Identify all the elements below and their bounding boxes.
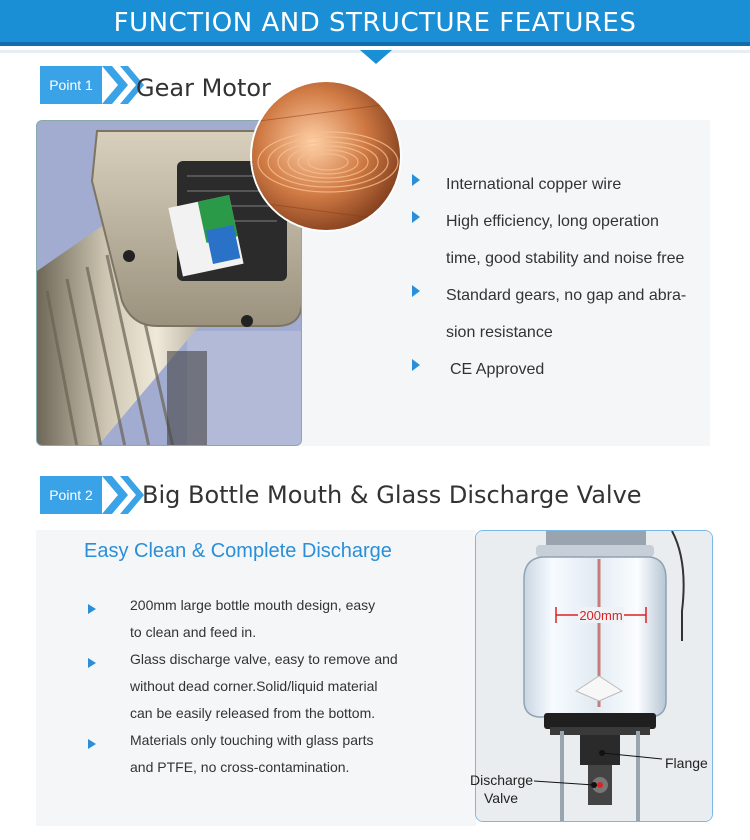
bullet-arrow-icon — [412, 359, 420, 371]
bullet-arrow-icon — [88, 658, 96, 668]
list-item-continuation: sion resistance — [446, 324, 553, 341]
list-item-continuation: can be easily released from the bottom. — [130, 705, 376, 721]
point-1-tag — [40, 66, 116, 104]
discharge-valve-label-line-1: Discharge — [470, 772, 534, 788]
bullet-arrow-icon — [412, 174, 420, 186]
list-item: CE Approved — [410, 351, 710, 388]
list-item-continuation: to clean and feed in. — [130, 624, 257, 640]
point-1-title: Gear Motor — [136, 74, 271, 102]
point-2-tag — [40, 476, 116, 514]
discharge-valve-label-line-2: Valve — [484, 790, 518, 806]
list-item: Materials only touching with glass parts — [86, 727, 406, 754]
banner-notch-icon — [360, 50, 392, 64]
list-item-continuation: and PTFE, no cross-contamination. — [130, 759, 350, 775]
list-item: Glass discharge valve, easy to remove and — [86, 646, 406, 673]
bullet-arrow-icon — [412, 211, 420, 223]
list-item: International copper wire — [410, 166, 710, 203]
measure-label: 200mm — [579, 608, 623, 623]
page-title: FUNCTION AND STRUCTURE FEATURES — [113, 8, 637, 38]
bullet-arrow-icon — [88, 604, 96, 614]
header-banner — [0, 0, 750, 46]
point-1-label: Point 1 — [49, 77, 93, 93]
point-2-bullet-list — [86, 592, 406, 781]
copper-wire-image — [250, 80, 402, 232]
bullet-arrow-icon — [88, 739, 96, 749]
point-2-title: Big Bottle Mouth & Glass Discharge Valve — [142, 481, 642, 509]
point-1-bullet-list — [410, 166, 710, 388]
list-item-continuation: time, good stability and noise free — [446, 250, 685, 267]
point-2-label: Point 2 — [49, 487, 93, 503]
list-item: Standard gears, no gap and abra- — [410, 277, 710, 314]
list-item: High efficiency, long operation — [410, 203, 710, 240]
flange-label: Flange — [665, 755, 708, 771]
list-item: 200mm large bottle mouth design, easy — [86, 592, 406, 619]
point-2-subtitle: Easy Clean & Complete Discharge — [84, 540, 392, 562]
bullet-arrow-icon — [412, 285, 420, 297]
list-item-continuation: without dead corner.Solid/liquid material — [130, 678, 378, 694]
